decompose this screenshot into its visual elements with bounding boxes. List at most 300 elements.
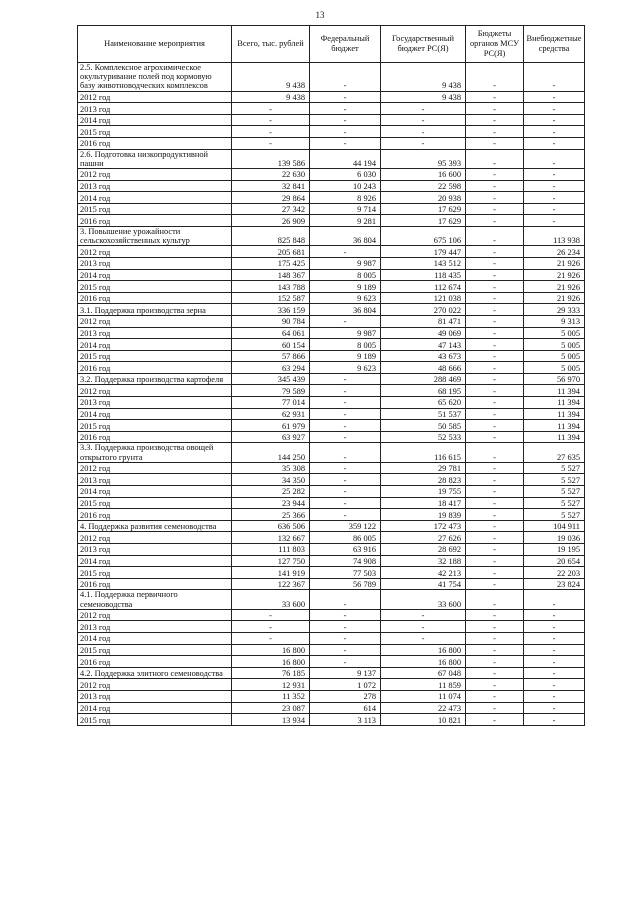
total-cell: 79 589 xyxy=(232,385,310,397)
total-cell: 64 061 xyxy=(232,327,310,339)
table-row xyxy=(78,462,585,474)
extrabudget-cell: - xyxy=(524,215,585,227)
name-cell: 2016 год xyxy=(78,292,232,304)
total-cell: - xyxy=(232,621,310,633)
total-cell: - xyxy=(232,103,310,115)
extrabudget-cell: 5 527 xyxy=(524,474,585,486)
total-cell: 127 750 xyxy=(232,555,310,567)
table-row xyxy=(78,397,585,409)
federal-cell: - xyxy=(310,486,381,498)
federal-cell: - xyxy=(310,385,381,397)
table-row xyxy=(78,408,585,420)
municipal-cell: - xyxy=(466,443,524,462)
name-cell: 2014 год xyxy=(78,486,232,498)
state-cell: 9 438 xyxy=(381,63,466,92)
name-cell: 2016 год xyxy=(78,137,232,149)
table-row xyxy=(78,532,585,544)
federal-cell: - xyxy=(310,621,381,633)
total-cell: 9 438 xyxy=(232,91,310,103)
municipal-cell: - xyxy=(466,226,524,245)
state-cell: 112 674 xyxy=(381,281,466,293)
name-cell: 4.1. Поддержка первичного семеноводства xyxy=(78,590,232,609)
total-cell: 345 439 xyxy=(232,373,310,385)
state-cell: - xyxy=(381,114,466,126)
table-row xyxy=(78,373,585,385)
state-cell: 16 800 xyxy=(381,644,466,656)
table-row xyxy=(78,192,585,204)
extrabudget-cell: - xyxy=(524,103,585,115)
state-cell: 49 069 xyxy=(381,327,466,339)
name-cell: 2013 год xyxy=(78,257,232,269)
municipal-cell: - xyxy=(466,281,524,293)
state-cell: 121 038 xyxy=(381,292,466,304)
federal-cell: - xyxy=(310,462,381,474)
table-row xyxy=(78,292,585,304)
budget-table xyxy=(77,25,585,726)
total-cell: 90 784 xyxy=(232,315,310,327)
state-cell: 143 512 xyxy=(381,257,466,269)
federal-cell: 8 005 xyxy=(310,269,381,281)
table-row xyxy=(78,215,585,227)
municipal-cell: - xyxy=(466,609,524,621)
name-cell: 4.2. Поддержка элитного семеноводства xyxy=(78,667,232,679)
state-cell: - xyxy=(381,126,466,138)
municipal-cell: - xyxy=(466,679,524,691)
total-cell: 25 282 xyxy=(232,486,310,498)
total-cell: 111 803 xyxy=(232,544,310,556)
total-cell: 141 919 xyxy=(232,567,310,579)
total-cell: 175 425 xyxy=(232,257,310,269)
municipal-cell: - xyxy=(466,397,524,409)
extrabudget-cell: - xyxy=(524,590,585,609)
name-cell: 2012 год xyxy=(78,679,232,691)
state-cell: 28 692 xyxy=(381,544,466,556)
name-cell: 2013 год xyxy=(78,180,232,192)
table-row xyxy=(78,486,585,498)
municipal-cell: - xyxy=(466,292,524,304)
total-cell: 76 185 xyxy=(232,667,310,679)
table-row xyxy=(78,281,585,293)
table-row xyxy=(78,257,585,269)
municipal-cell: - xyxy=(466,339,524,351)
name-cell: 2014 год xyxy=(78,408,232,420)
state-cell: - xyxy=(381,621,466,633)
total-cell: - xyxy=(232,137,310,149)
table-row xyxy=(78,555,585,567)
table-header-row xyxy=(78,26,585,63)
name-cell: 2014 год xyxy=(78,339,232,351)
extrabudget-cell: - xyxy=(524,621,585,633)
municipal-cell: - xyxy=(466,431,524,443)
table-row xyxy=(78,578,585,590)
state-cell: - xyxy=(381,609,466,621)
name-cell: 2015 год xyxy=(78,644,232,656)
extrabudget-cell: 19 195 xyxy=(524,544,585,556)
extrabudget-cell: 5 527 xyxy=(524,509,585,521)
federal-cell: 86 005 xyxy=(310,532,381,544)
municipal-cell: - xyxy=(466,497,524,509)
state-cell: 172 473 xyxy=(381,520,466,532)
federal-cell: 9 189 xyxy=(310,350,381,362)
state-cell: 22 598 xyxy=(381,180,466,192)
federal-cell: 359 122 xyxy=(310,520,381,532)
extrabudget-cell: 56 970 xyxy=(524,373,585,385)
table-row xyxy=(78,226,585,245)
total-cell: 152 587 xyxy=(232,292,310,304)
municipal-cell: - xyxy=(466,373,524,385)
federal-cell: - xyxy=(310,443,381,462)
extrabudget-cell: - xyxy=(524,679,585,691)
federal-cell: - xyxy=(310,246,381,258)
table-row xyxy=(78,246,585,258)
state-cell: 9 438 xyxy=(381,91,466,103)
name-cell: 2014 год xyxy=(78,555,232,567)
extrabudget-cell: 5 005 xyxy=(524,327,585,339)
table-row xyxy=(78,474,585,486)
federal-cell: 8 005 xyxy=(310,339,381,351)
name-cell: 2014 год xyxy=(78,114,232,126)
state-cell: 179 447 xyxy=(381,246,466,258)
table-row xyxy=(78,632,585,644)
municipal-cell: - xyxy=(466,702,524,714)
extrabudget-cell: - xyxy=(524,192,585,204)
table-row xyxy=(78,304,585,316)
municipal-cell: - xyxy=(466,578,524,590)
extrabudget-cell: 5 527 xyxy=(524,486,585,498)
name-cell: 2015 год xyxy=(78,420,232,432)
total-cell: 25 366 xyxy=(232,509,310,521)
name-cell: 2015 год xyxy=(78,567,232,579)
federal-cell: 9 623 xyxy=(310,292,381,304)
name-cell: 2014 год xyxy=(78,269,232,281)
header-state: Государственный бюджет РС(Я) xyxy=(381,26,466,63)
state-cell: 20 938 xyxy=(381,192,466,204)
name-cell: 2016 год xyxy=(78,431,232,443)
name-cell: 3. Повышение урожайности сельскохозяйственных культур xyxy=(78,226,232,245)
federal-cell: - xyxy=(310,91,381,103)
extrabudget-cell: 20 654 xyxy=(524,555,585,567)
name-cell: 2013 год xyxy=(78,397,232,409)
extrabudget-cell: 22 203 xyxy=(524,567,585,579)
extrabudget-cell: - xyxy=(524,91,585,103)
state-cell: - xyxy=(381,632,466,644)
name-cell: 2016 год xyxy=(78,509,232,521)
name-cell: 2012 год xyxy=(78,385,232,397)
municipal-cell: - xyxy=(466,257,524,269)
extrabudget-cell: - xyxy=(524,126,585,138)
state-cell: 47 143 xyxy=(381,339,466,351)
table-row xyxy=(78,269,585,281)
table-row xyxy=(78,520,585,532)
federal-cell: 614 xyxy=(310,702,381,714)
name-cell: 2012 год xyxy=(78,532,232,544)
state-cell: 118 435 xyxy=(381,269,466,281)
federal-cell: - xyxy=(310,63,381,92)
state-cell: 19 755 xyxy=(381,486,466,498)
municipal-cell: - xyxy=(466,520,524,532)
total-cell: 23 087 xyxy=(232,702,310,714)
federal-cell: - xyxy=(310,609,381,621)
federal-cell: 44 194 xyxy=(310,149,381,168)
name-cell: 2012 год xyxy=(78,246,232,258)
total-cell: 139 586 xyxy=(232,149,310,168)
federal-cell: - xyxy=(310,373,381,385)
total-cell: 132 667 xyxy=(232,532,310,544)
total-cell: 22 630 xyxy=(232,168,310,180)
municipal-cell: - xyxy=(466,168,524,180)
table-row xyxy=(78,137,585,149)
table-row xyxy=(78,385,585,397)
extrabudget-cell: - xyxy=(524,632,585,644)
municipal-cell: - xyxy=(466,474,524,486)
extrabudget-cell: 21 926 xyxy=(524,281,585,293)
federal-cell: - xyxy=(310,497,381,509)
state-cell: 11 859 xyxy=(381,679,466,691)
name-cell: 2012 год xyxy=(78,462,232,474)
total-cell: 825 848 xyxy=(232,226,310,245)
federal-cell: 9 281 xyxy=(310,215,381,227)
municipal-cell: - xyxy=(466,103,524,115)
name-cell: 2014 год xyxy=(78,702,232,714)
extrabudget-cell: 29 333 xyxy=(524,304,585,316)
extrabudget-cell: - xyxy=(524,168,585,180)
extrabudget-cell: - xyxy=(524,137,585,149)
name-cell: 2016 год xyxy=(78,656,232,668)
municipal-cell: - xyxy=(466,644,524,656)
federal-cell: 9 189 xyxy=(310,281,381,293)
extrabudget-cell: - xyxy=(524,702,585,714)
total-cell: 336 159 xyxy=(232,304,310,316)
extrabudget-cell: 5 005 xyxy=(524,362,585,374)
municipal-cell: - xyxy=(466,532,524,544)
header-federal: Федеральный бюджет xyxy=(310,26,381,63)
state-cell: 270 022 xyxy=(381,304,466,316)
total-cell: - xyxy=(232,632,310,644)
total-cell: - xyxy=(232,126,310,138)
state-cell: 10 821 xyxy=(381,714,466,726)
name-cell: 2016 год xyxy=(78,362,232,374)
table-row xyxy=(78,350,585,362)
federal-cell: 9 137 xyxy=(310,667,381,679)
municipal-cell: - xyxy=(466,315,524,327)
federal-cell: - xyxy=(310,420,381,432)
federal-cell: 278 xyxy=(310,690,381,702)
municipal-cell: - xyxy=(466,567,524,579)
municipal-cell: - xyxy=(466,91,524,103)
name-cell: 3.3. Поддержка производства овощей открытого грунта xyxy=(78,443,232,462)
state-cell: 33 600 xyxy=(381,590,466,609)
name-cell: 2013 год xyxy=(78,621,232,633)
name-cell: 2013 год xyxy=(78,690,232,702)
municipal-cell: - xyxy=(466,149,524,168)
extrabudget-cell: 11 394 xyxy=(524,431,585,443)
total-cell: - xyxy=(232,114,310,126)
extrabudget-cell: 113 938 xyxy=(524,226,585,245)
state-cell: 81 471 xyxy=(381,315,466,327)
name-cell: 2014 год xyxy=(78,192,232,204)
table-row xyxy=(78,203,585,215)
table-row xyxy=(78,590,585,609)
total-cell: 148 367 xyxy=(232,269,310,281)
state-cell: 17 629 xyxy=(381,203,466,215)
federal-cell: - xyxy=(310,103,381,115)
municipal-cell: - xyxy=(466,544,524,556)
federal-cell: - xyxy=(310,590,381,609)
extrabudget-cell: 11 394 xyxy=(524,408,585,420)
municipal-cell: - xyxy=(466,362,524,374)
state-cell: 116 615 xyxy=(381,443,466,462)
extrabudget-cell: - xyxy=(524,149,585,168)
municipal-cell: - xyxy=(466,203,524,215)
federal-cell: 9 714 xyxy=(310,203,381,215)
table-row xyxy=(78,497,585,509)
extrabudget-cell: - xyxy=(524,667,585,679)
extrabudget-cell: 104 911 xyxy=(524,520,585,532)
total-cell: 12 931 xyxy=(232,679,310,691)
state-cell: 11 074 xyxy=(381,690,466,702)
state-cell: 18 417 xyxy=(381,497,466,509)
name-cell: 2015 год xyxy=(78,714,232,726)
table-row xyxy=(78,679,585,691)
federal-cell: 9 623 xyxy=(310,362,381,374)
state-cell: 22 473 xyxy=(381,702,466,714)
total-cell: 144 250 xyxy=(232,443,310,462)
extrabudget-cell: - xyxy=(524,180,585,192)
table-row xyxy=(78,180,585,192)
table-row xyxy=(78,656,585,668)
total-cell: 16 800 xyxy=(232,656,310,668)
name-cell: 2013 год xyxy=(78,103,232,115)
state-cell: 41 754 xyxy=(381,578,466,590)
total-cell: 143 788 xyxy=(232,281,310,293)
table-row xyxy=(78,91,585,103)
extrabudget-cell: - xyxy=(524,63,585,92)
total-cell: 57 866 xyxy=(232,350,310,362)
state-cell: 68 195 xyxy=(381,385,466,397)
table-row xyxy=(78,315,585,327)
extrabudget-cell: 11 394 xyxy=(524,420,585,432)
state-cell: 51 537 xyxy=(381,408,466,420)
federal-cell: - xyxy=(310,656,381,668)
name-cell: 2016 год xyxy=(78,215,232,227)
municipal-cell: - xyxy=(466,180,524,192)
total-cell: 77 014 xyxy=(232,397,310,409)
table-row xyxy=(78,609,585,621)
state-cell: 288 469 xyxy=(381,373,466,385)
municipal-cell: - xyxy=(466,714,524,726)
name-cell: 2013 год xyxy=(78,474,232,486)
table-row xyxy=(78,420,585,432)
state-cell: 95 393 xyxy=(381,149,466,168)
total-cell: 13 934 xyxy=(232,714,310,726)
table-row xyxy=(78,621,585,633)
state-cell: 48 666 xyxy=(381,362,466,374)
federal-cell: 1 072 xyxy=(310,679,381,691)
municipal-cell: - xyxy=(466,126,524,138)
table-row xyxy=(78,702,585,714)
extrabudget-cell: 27 635 xyxy=(524,443,585,462)
table-row xyxy=(78,567,585,579)
federal-cell: - xyxy=(310,114,381,126)
federal-cell: - xyxy=(310,474,381,486)
page-number: 13 xyxy=(315,10,325,20)
state-cell: 27 626 xyxy=(381,532,466,544)
federal-cell: - xyxy=(310,644,381,656)
municipal-cell: - xyxy=(466,350,524,362)
total-cell: 34 350 xyxy=(232,474,310,486)
federal-cell: - xyxy=(310,509,381,521)
table-row xyxy=(78,667,585,679)
table-row xyxy=(78,149,585,168)
federal-cell: 3 113 xyxy=(310,714,381,726)
total-cell: 122 367 xyxy=(232,578,310,590)
state-cell: 67 048 xyxy=(381,667,466,679)
state-cell: 19 839 xyxy=(381,509,466,521)
table-row xyxy=(78,103,585,115)
municipal-cell: - xyxy=(466,486,524,498)
federal-cell: 9 987 xyxy=(310,257,381,269)
table-row xyxy=(78,327,585,339)
table-row xyxy=(78,126,585,138)
total-cell: 23 944 xyxy=(232,497,310,509)
table-body xyxy=(78,63,585,726)
municipal-cell: - xyxy=(466,590,524,609)
state-cell: 52 533 xyxy=(381,431,466,443)
total-cell: 63 927 xyxy=(232,431,310,443)
table-row xyxy=(78,63,585,92)
name-cell: 2015 год xyxy=(78,497,232,509)
total-cell: 11 352 xyxy=(232,690,310,702)
municipal-cell: - xyxy=(466,656,524,668)
name-cell: 3.2. Поддержка производства картофеля xyxy=(78,373,232,385)
extrabudget-cell: 5 527 xyxy=(524,497,585,509)
state-cell: 16 600 xyxy=(381,168,466,180)
municipal-cell: - xyxy=(466,269,524,281)
state-cell: 675 106 xyxy=(381,226,466,245)
federal-cell: 6 030 xyxy=(310,168,381,180)
federal-cell: - xyxy=(310,632,381,644)
state-cell: 16 800 xyxy=(381,656,466,668)
municipal-cell: - xyxy=(466,215,524,227)
name-cell: 2.6. Подготовка низкопродуктивной пашни xyxy=(78,149,232,168)
total-cell: 636 506 xyxy=(232,520,310,532)
municipal-cell: - xyxy=(466,462,524,474)
municipal-cell: - xyxy=(466,246,524,258)
federal-cell: - xyxy=(310,126,381,138)
total-cell: 27 342 xyxy=(232,203,310,215)
name-cell: 2014 год xyxy=(78,632,232,644)
municipal-cell: - xyxy=(466,192,524,204)
state-cell: 17 629 xyxy=(381,215,466,227)
municipal-cell: - xyxy=(466,509,524,521)
state-cell: 50 585 xyxy=(381,420,466,432)
total-cell: 62 931 xyxy=(232,408,310,420)
federal-cell: - xyxy=(310,431,381,443)
municipal-cell: - xyxy=(466,408,524,420)
total-cell: 60 154 xyxy=(232,339,310,351)
municipal-cell: - xyxy=(466,385,524,397)
federal-cell: - xyxy=(310,315,381,327)
federal-cell: 8 926 xyxy=(310,192,381,204)
extrabudget-cell: - xyxy=(524,609,585,621)
federal-cell: 56 789 xyxy=(310,578,381,590)
extrabudget-cell: 21 926 xyxy=(524,269,585,281)
municipal-cell: - xyxy=(466,137,524,149)
municipal-cell: - xyxy=(466,420,524,432)
name-cell: 2.5. Комплексное агрохимическое окультуривание полей под кормовую базу животноводческих комплексов xyxy=(78,63,232,92)
table-row xyxy=(78,443,585,462)
name-cell: 3.1. Поддержка производства зерна xyxy=(78,304,232,316)
